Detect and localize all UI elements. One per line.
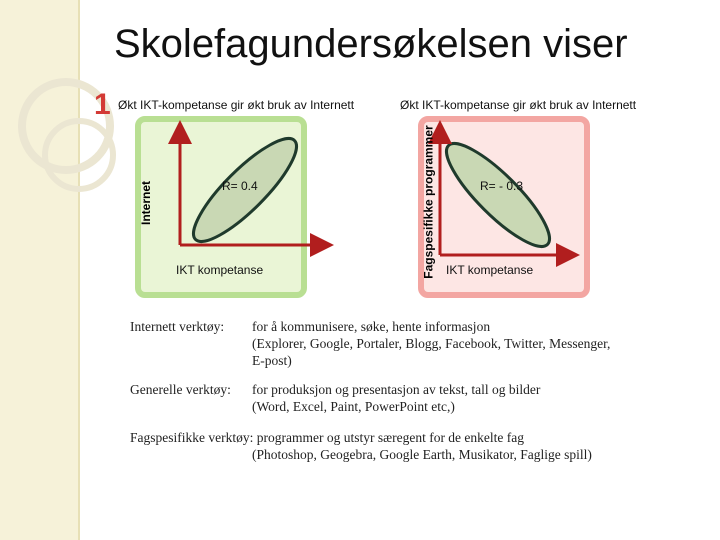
tool-line: for å kommunisere, søke, hente informasjon (252, 319, 491, 334)
slide-title: Skolefagundersøkelsen viser (114, 22, 628, 66)
x-axis-label: IKT kompetanse (446, 263, 534, 277)
tool-label: Fagspesifikke verktøy: (130, 430, 254, 445)
correlation-label: R= 0.4 (222, 179, 258, 193)
tool-descriptions (130, 318, 650, 473)
correlation-label: R= - 0.3 (480, 179, 524, 193)
tool-label: Generelle verktøy: (130, 382, 231, 397)
tool-row (130, 381, 650, 415)
tool-row (130, 429, 650, 463)
x-axis-label: IKT kompetanse (176, 263, 264, 277)
tool-row (130, 318, 650, 369)
tool-line: (Explorer, Google, Portaler, Blogg, Facebook, Twitter, Messenger, (252, 336, 611, 351)
tool-line: programmer og utstyr særegent for de enkelte fag (256, 430, 525, 445)
diagram-caption: Økt IKT-kompetanse gir økt bruk av Internett (400, 98, 637, 112)
tool-label: Internett verktøy: (130, 319, 225, 334)
y-axis-label: Internet (139, 180, 154, 226)
correlation-ellipse (434, 131, 561, 258)
tool-line: E-post) (252, 353, 292, 368)
tool-line: (Word, Excel, Paint, PowerPoint etc,) (252, 399, 455, 414)
diagram-caption: Økt IKT-kompetanse gir økt bruk av Internett (118, 98, 355, 112)
y-axis-label: Fagspesifikke programmer (421, 125, 436, 279)
slide-number: 1 (94, 88, 111, 121)
tool-line: for produksjon og presentasjon av tekst, tall og bilder (252, 382, 541, 397)
tool-line: (Photoshop, Geogebra, Google Earth, Musikator, Faglige spill) (252, 447, 592, 462)
